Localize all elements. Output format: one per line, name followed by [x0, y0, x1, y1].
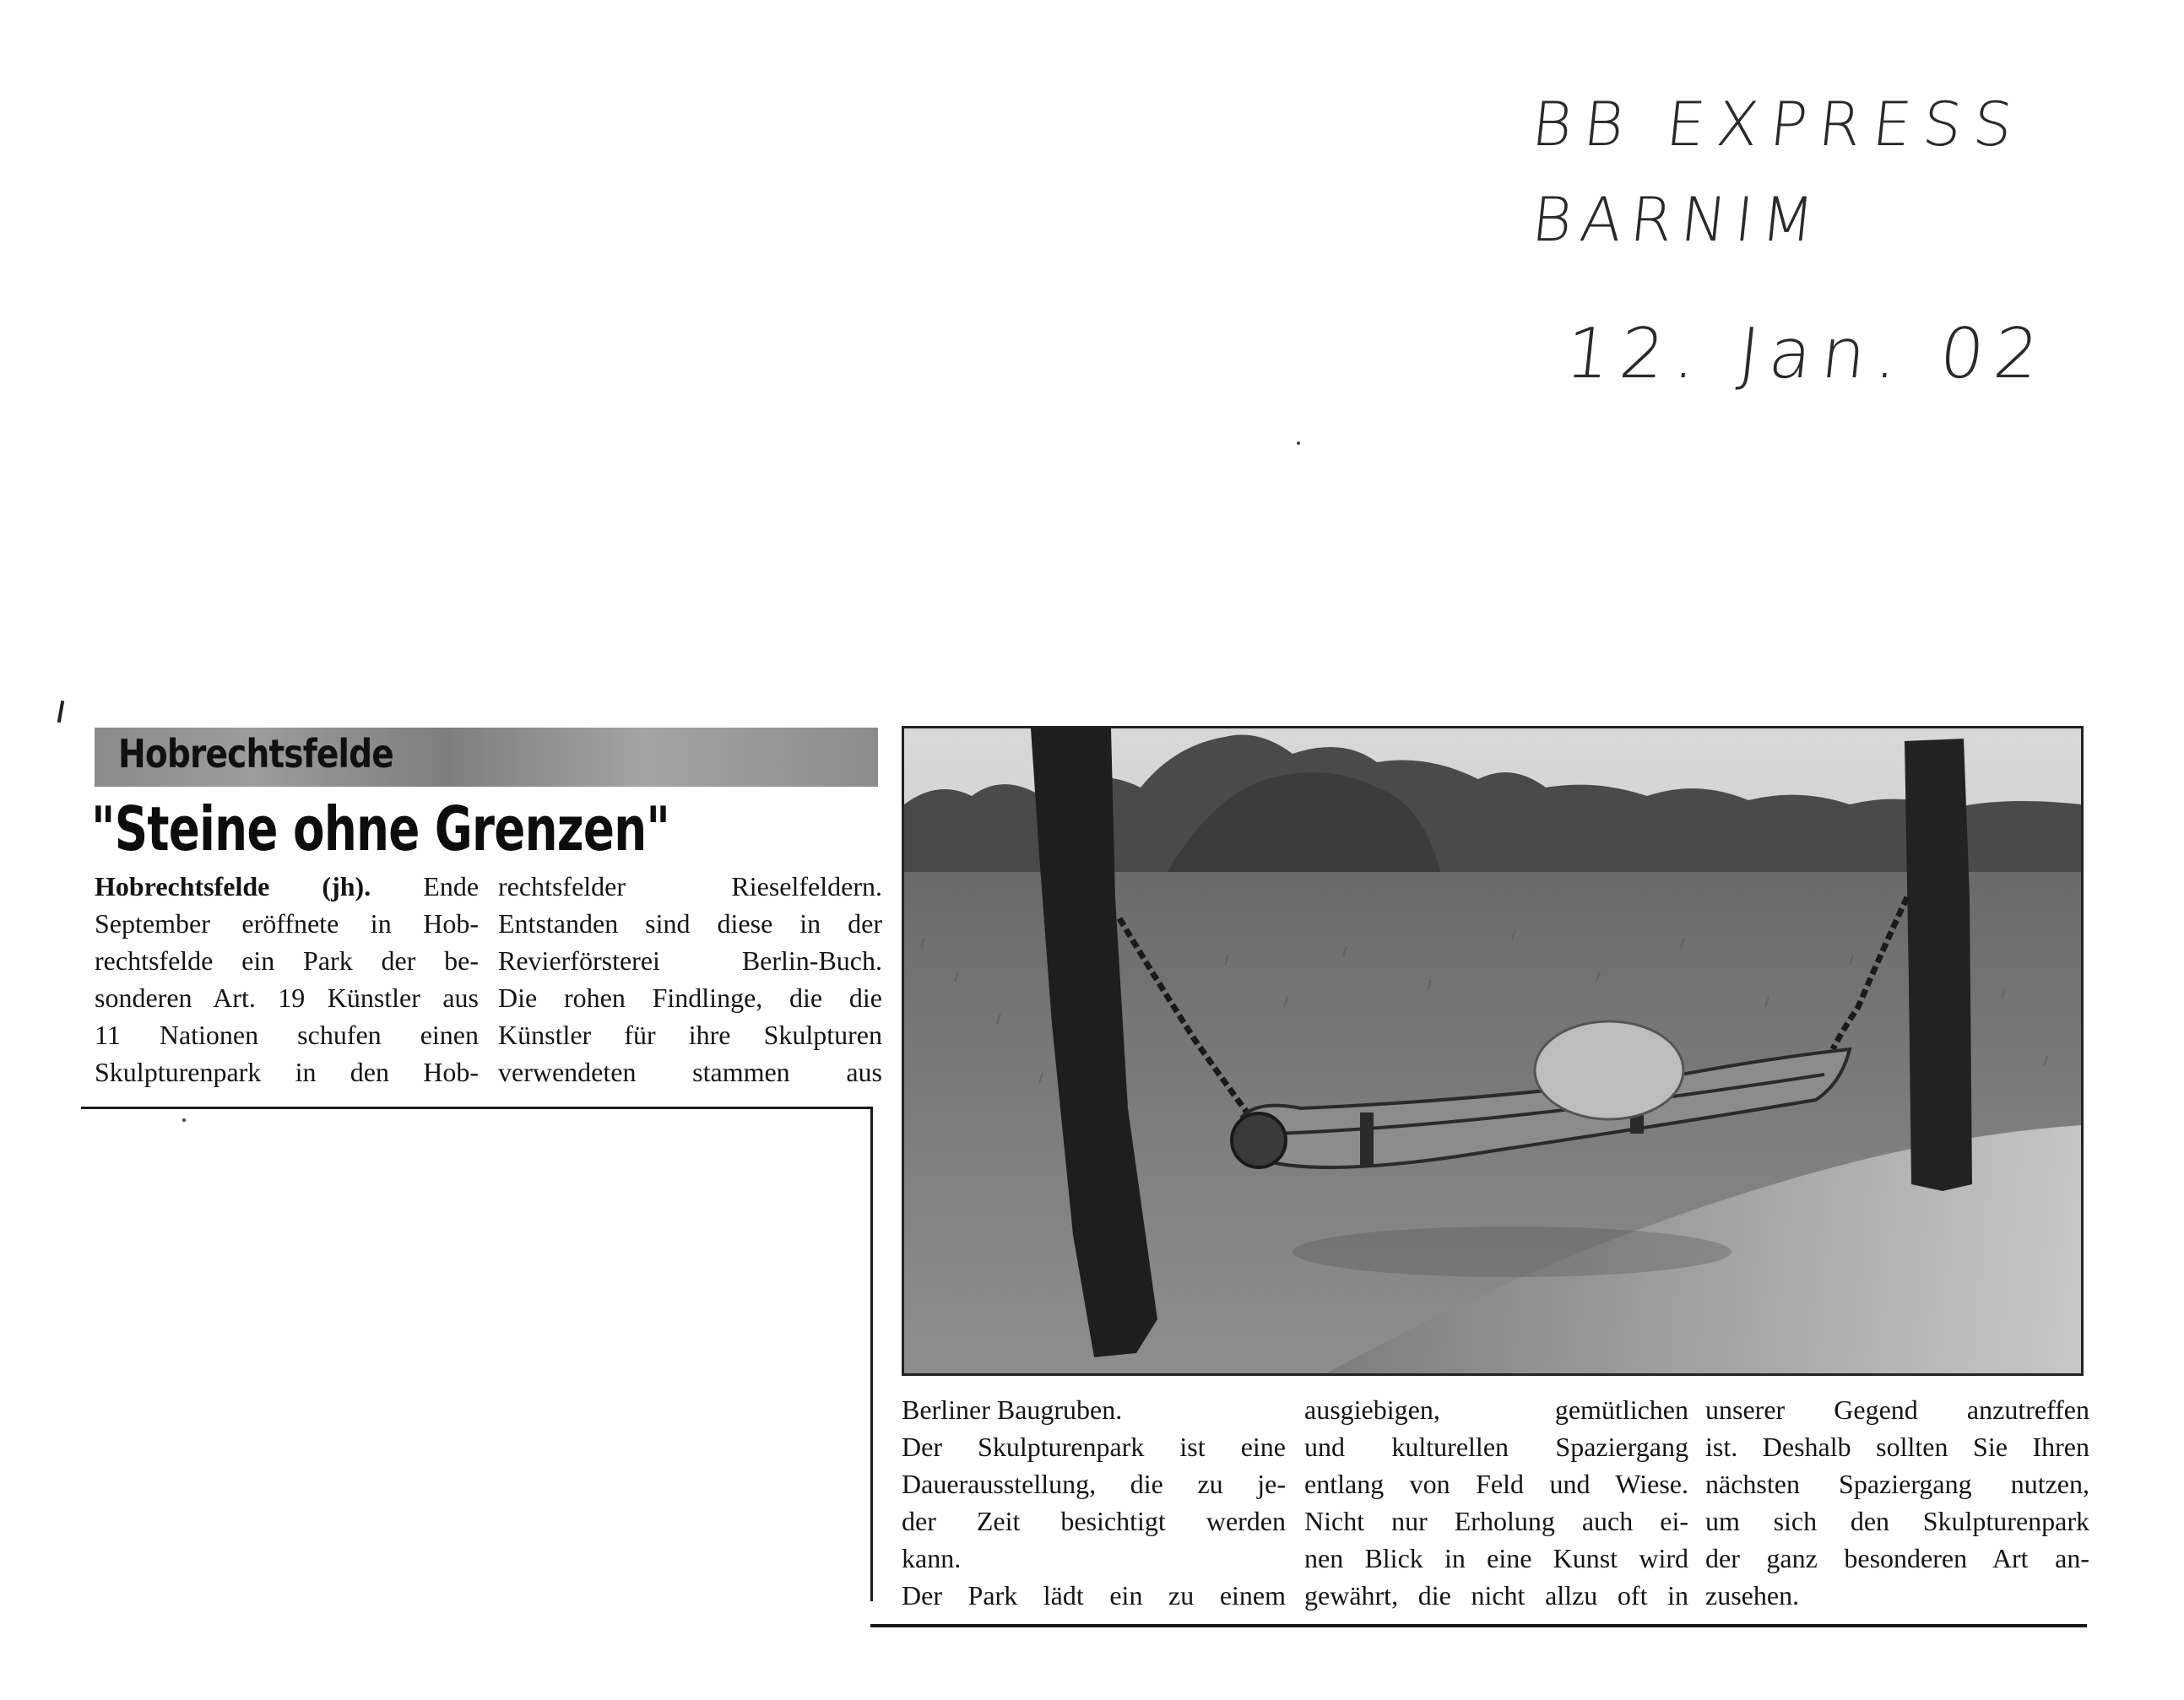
headline: "Steine ohne Grenzen" [91, 793, 670, 864]
text-line: nen Blick in eine Kunst wird [1304, 1543, 1688, 1573]
scan-speck [182, 1118, 186, 1122]
text-line [95, 868, 479, 905]
article-column-3 [902, 1391, 1286, 1614]
article-column-2 [498, 868, 882, 1091]
handwritten-date: 12. Jan. 02 [1562, 314, 2053, 394]
text-line: der ganz besonderen Art an- [1705, 1543, 2089, 1573]
text-line: Berliner Baugruben. [902, 1394, 1123, 1425]
article-column-4 [1304, 1391, 1688, 1614]
scan-mark [57, 701, 64, 723]
text-line: der Zeit besichtigt werden [902, 1506, 1286, 1536]
text-line: 11 Nationen schufen einen [95, 1020, 479, 1050]
boulder [1535, 1021, 1683, 1119]
bottom-rule [870, 1624, 2087, 1627]
text-line: Die rohen Findlinge, die die [498, 983, 882, 1013]
sculpture-photo-illustration [904, 728, 2081, 1373]
article-column-1 [95, 868, 479, 1091]
text-line: ausgiebigen, gemütlichen [1304, 1394, 1688, 1425]
article-column-5 [1705, 1391, 2089, 1614]
column-rule-vertical [870, 1107, 873, 1601]
boat-strap [1360, 1113, 1374, 1165]
byline: Hobrechtsfelde (jh). [95, 871, 371, 901]
text-line: nächsten Spaziergang nutzen, [1705, 1469, 2089, 1499]
scan-speck [1297, 441, 1300, 445]
text-line: Nicht nur Erholung auch ei- [1304, 1506, 1688, 1536]
text-line: kann. [902, 1543, 962, 1573]
text-line: um sich den Skulpturenpark [1705, 1506, 2089, 1536]
handwritten-source: BB EXPRESS [1528, 89, 2028, 160]
text-line: zusehen. [1705, 1580, 1800, 1611]
kicker: Hobrechtsfelde [118, 731, 393, 777]
right-post [1905, 739, 1972, 1191]
text-line: Dauerausstellung, die zu je- [902, 1469, 1286, 1499]
text-line: verwendeten stammen aus [498, 1057, 882, 1087]
text-line: unserer Gegend anzutreffen [1705, 1394, 2089, 1425]
text-line: gewährt, die nicht allzu oft in [1304, 1580, 1688, 1611]
text-line: ist. Deshalb sollten Sie Ihren [1705, 1432, 2089, 1462]
text-line: Entstanden sind diese in der [498, 908, 882, 939]
text-line: Der Park lädt ein zu einem [902, 1580, 1286, 1611]
text-line: Revierförsterei Berlin-Buch. [498, 945, 882, 976]
column-rule-horizontal [81, 1107, 872, 1109]
text-line-rest: Ende [423, 871, 480, 901]
text-line: rechtsfelder Rieselfeldern. [498, 871, 882, 901]
shadow [1293, 1226, 1731, 1277]
boat-ring [1232, 1113, 1286, 1167]
article-photo [902, 726, 2084, 1376]
handwritten-region: BARNIM [1528, 184, 1827, 255]
text-line: sonderen Art. 19 Künstler aus [95, 983, 479, 1013]
text-line: Der Skulpturenpark ist eine [902, 1432, 1286, 1462]
text-line: Künstler für ihre Skulpturen [498, 1020, 882, 1050]
text-line: September eröffnete in Hob- [95, 908, 479, 939]
text-line: Skulpturenpark in den Hob- [95, 1057, 479, 1087]
text-line: und kulturellen Spaziergang [1304, 1432, 1688, 1462]
text-line: rechtsfelde ein Park der be- [95, 945, 479, 976]
text-line: entlang von Feld und Wiese. [1304, 1469, 1688, 1499]
